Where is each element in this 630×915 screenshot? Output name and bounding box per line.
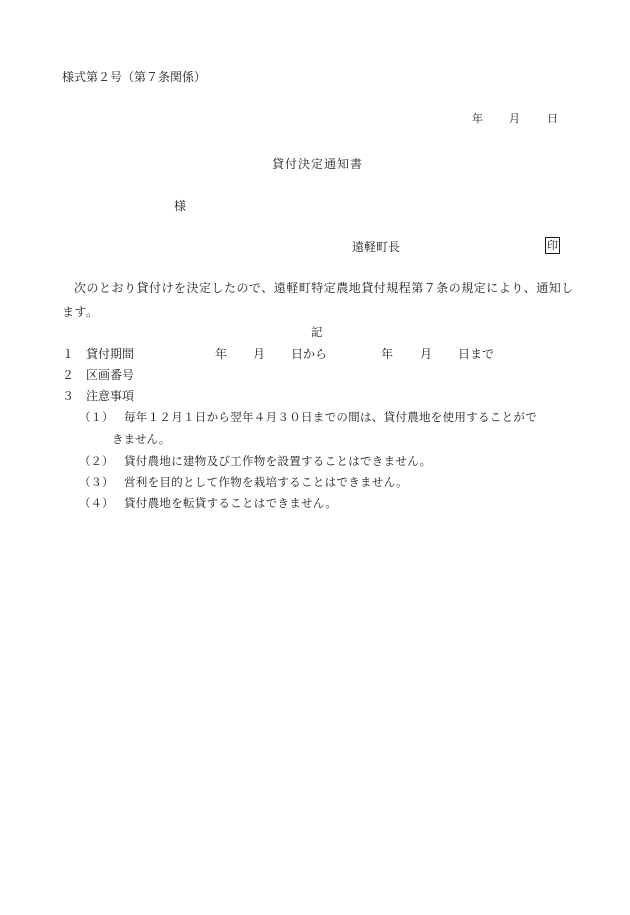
period-to-day: 日まで — [458, 347, 495, 361]
period-to-year: 年 — [381, 347, 394, 361]
item-label-period: 貸付期間 — [86, 347, 135, 361]
date-day-label: 日 — [547, 112, 558, 125]
note-text: 貸付農地を転貸することはできません。 — [124, 496, 338, 510]
period-from-month: 月 — [253, 347, 266, 361]
date-year-label: 年 — [472, 112, 483, 125]
note-number: （１） — [79, 410, 114, 424]
document-title: 貸付決定通知書 — [272, 157, 364, 171]
date-month-label: 月 — [509, 112, 520, 125]
note-text-continuation: きません。 — [112, 432, 171, 446]
note-number: （４） — [79, 496, 114, 510]
item-number: １ — [62, 347, 75, 361]
item-number: ２ — [62, 368, 75, 382]
seal-mark: 印 — [547, 239, 558, 252]
note-text: 毎年１２月１日から翌年４月３０日までの間は、貸付農地を使用することがで — [124, 410, 537, 424]
period-from-day: 日から — [291, 347, 328, 361]
note-number: （２） — [79, 454, 114, 468]
period-from-year: 年 — [215, 347, 228, 361]
note-text: 営利を目的として作物を栽培することはできません。 — [124, 475, 408, 489]
form-label: 様式第２号（第７条関係） — [62, 70, 207, 84]
period-to-month: 月 — [420, 347, 433, 361]
addressee-suffix: 様 — [174, 199, 187, 213]
note-text: 貸付農地に建物及び工作物を設置することはできません。 — [124, 454, 432, 468]
item-number: ３ — [62, 389, 75, 403]
note-number: （３） — [79, 475, 114, 489]
issuer-name: 遠軽町長 — [352, 240, 401, 254]
body-paragraph: 次のとおり貸付けを決定したので、遠軽町特定農地貸付規程第７条の規定により、通知します。 — [62, 281, 574, 319]
item-label-notes: 注意事項 — [86, 389, 135, 403]
ki-heading: 記 — [311, 325, 323, 339]
item-label-plot-number: 区画番号 — [86, 368, 135, 382]
